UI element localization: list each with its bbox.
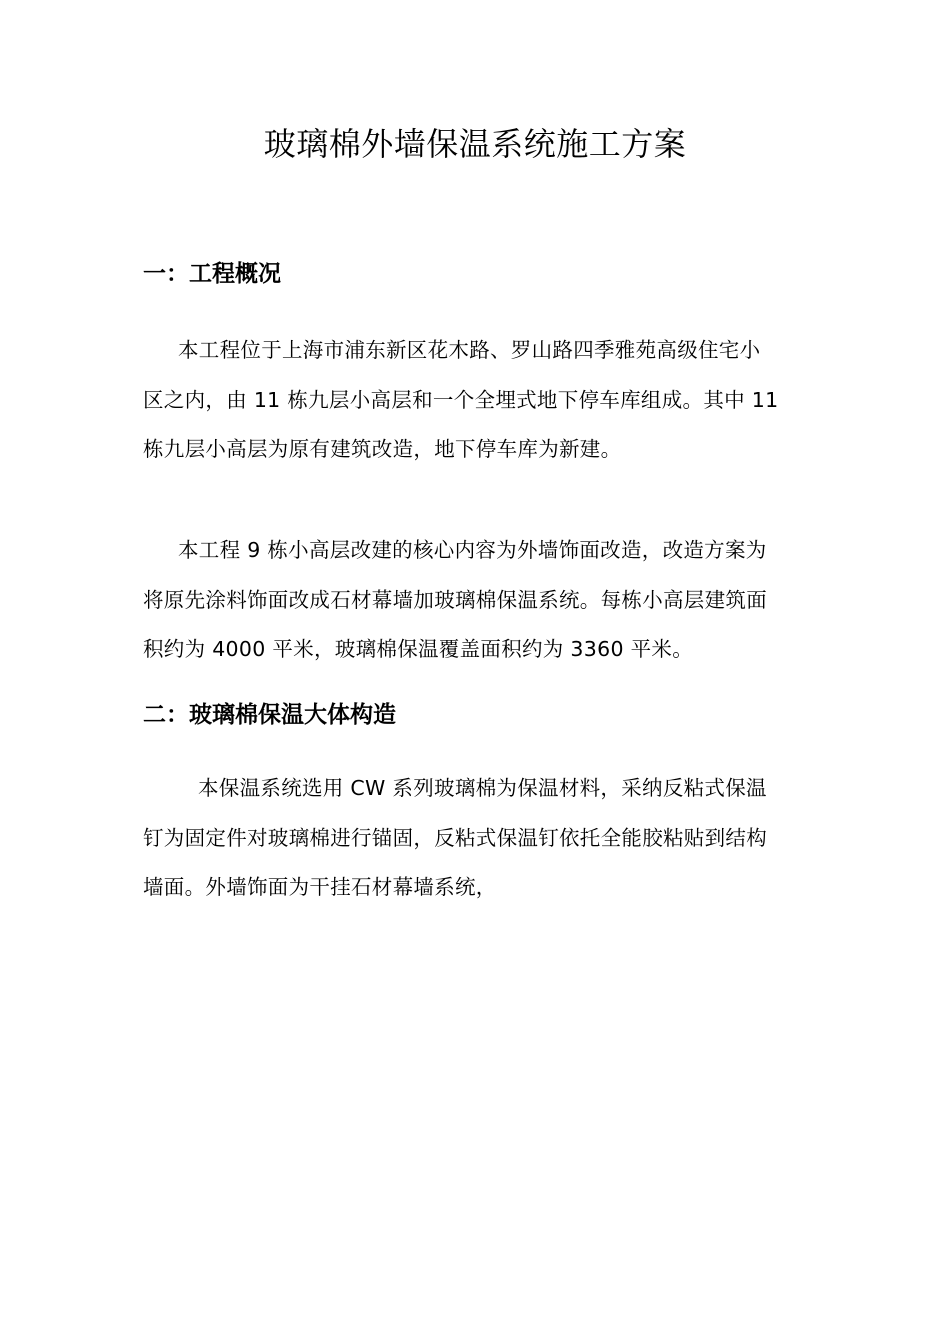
document-title: 玻璃棉外墙保温系统施工方案 (263, 125, 687, 163)
section-heading-structure: 二：玻璃棉保温大体构造 (143, 702, 396, 728)
paragraph-line: 区之内，由 11 栋九层小高层和一个全埋式地下停车库组成。其中 11 (143, 387, 779, 412)
paragraph-line: 积约为 4000 平米，玻璃棉保温覆盖面积约为 3360 平米。 (143, 637, 694, 661)
paragraph-project-location (143, 326, 809, 475)
paragraph-line: 本工程位于上海市浦东新区花木路、罗山路四季雅苑高级住宅小 (178, 338, 761, 362)
paragraph-renovation-scope (143, 526, 809, 675)
paragraph-line: 本工程 9 栋小高层改建的核心内容为外墙饰面改造，改造方案为 (178, 538, 767, 562)
section-heading-overview: 一：工程概况 (143, 261, 281, 287)
paragraph-line: 钉为固定件对玻璃棉进行锚固，反粘式保温钉依托全能胶粘贴到结构 (143, 825, 767, 850)
paragraph-line: 将原先涂料饰面改成石材幕墙加玻璃棉保温系统。每栋小高层建筑面 (143, 587, 767, 612)
paragraph-line: 墙面。外墙饰面为干挂石材幕墙系统， (143, 875, 497, 899)
paragraph-insulation-system (143, 764, 809, 913)
paragraph-line: 本保温系统选用 CW 系列玻璃棉为保温材料，采纳反粘式保温 (198, 776, 767, 800)
paragraph-line: 栋九层小高层为原有建筑改造，地下停车库为新建。 (143, 437, 622, 461)
